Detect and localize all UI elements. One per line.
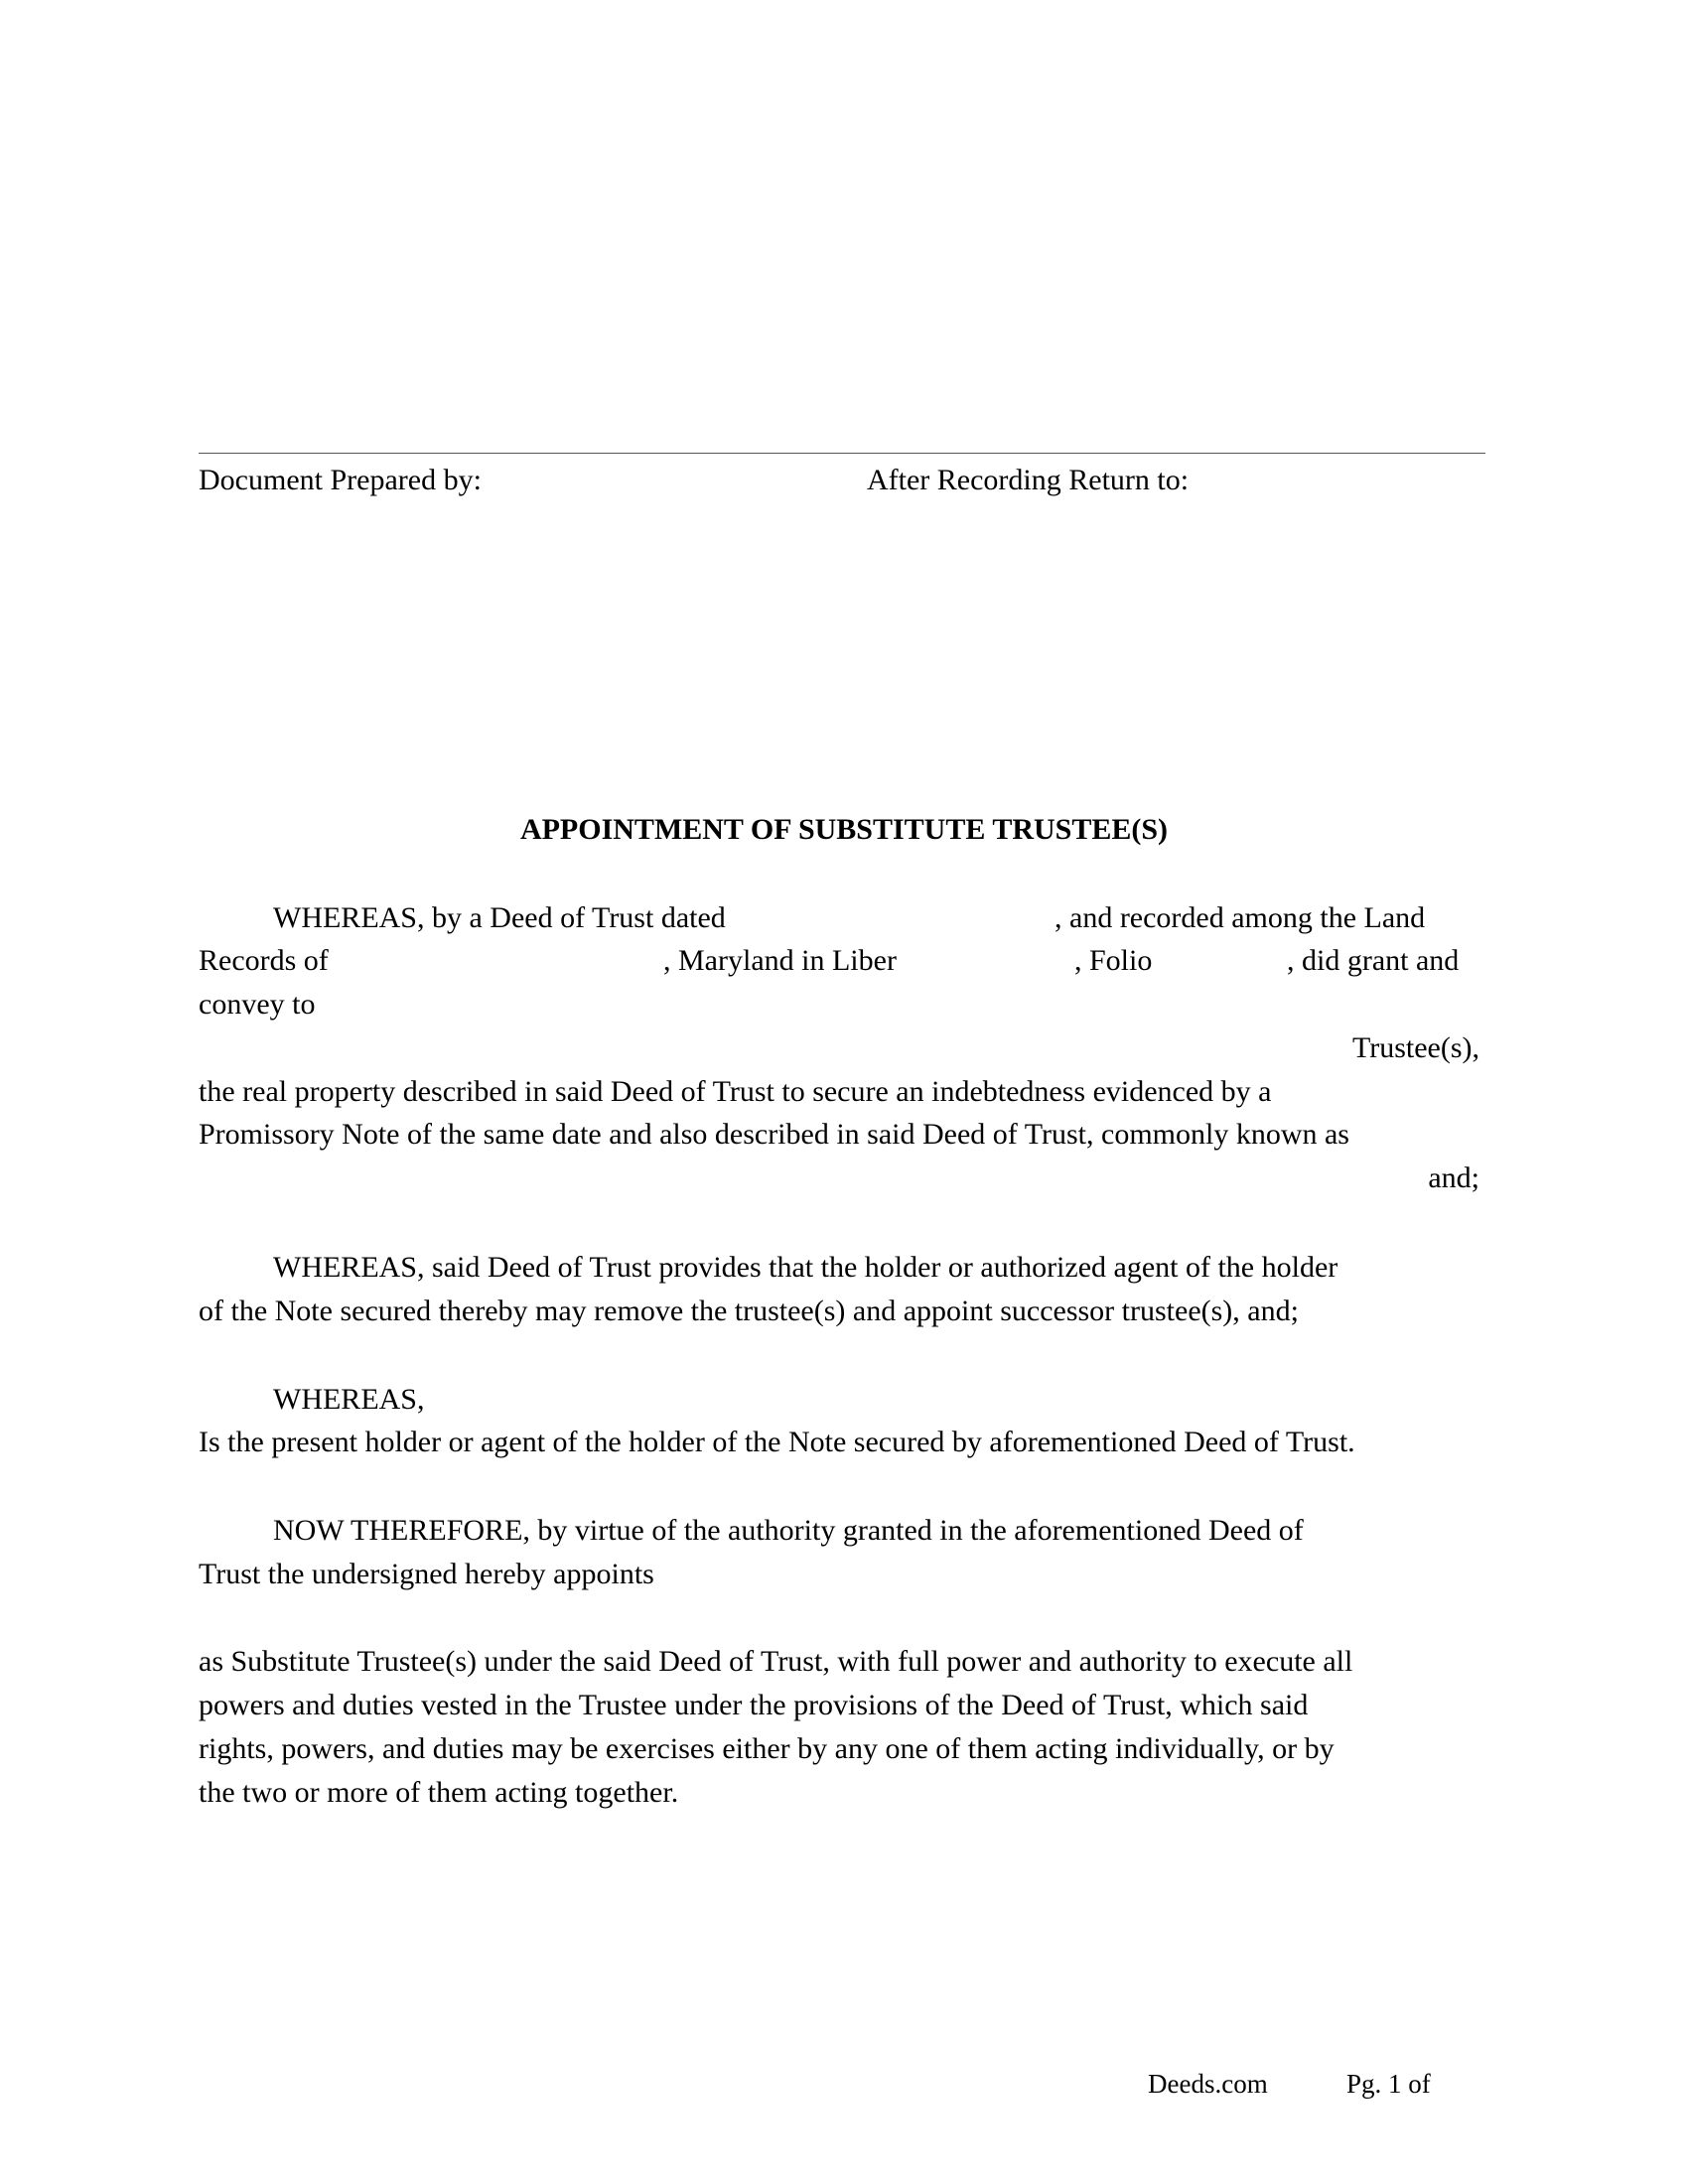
para1-line2-b: , Maryland in Liber [663, 944, 897, 977]
para3-line2: Is the present holder or agent of the holder of the Note secured by aforementioned Deed of Trust. [199, 1426, 1355, 1458]
para5-line1: as Substitute Trustee(s) under the said Deed of Trust, with full power and authority to execute all [199, 1645, 1353, 1678]
para3-line1: WHEREAS, [273, 1383, 425, 1416]
footer-site: Deeds.com [1148, 2069, 1268, 2099]
para1-line1-b: , and recorded among the Land [1055, 901, 1426, 934]
para5-line2: powers and duties vested in the Trustee under the provisions of the Deed of Trust, which said [199, 1689, 1309, 1721]
para1-line7: and; [1428, 1161, 1479, 1194]
para1-line5: the real property described in said Deed of Trust to secure an indebtedness evidenced by a [199, 1075, 1272, 1108]
para4-line2: Trust the undersigned hereby appoints [199, 1558, 654, 1590]
return-to-label: After Recording Return to: [867, 464, 1190, 496]
para5-line4: the two or more of them acting together. [199, 1776, 679, 1809]
para1-line2-c: , Folio [1074, 944, 1153, 977]
document-title: APPOINTMENT OF SUBSTITUTE TRUSTEE(S) [519, 813, 1169, 846]
footer-page-number: Pg. 1 of [1346, 2069, 1431, 2099]
para1-line6: Promissory Note of the same date and also described in said Deed of Trust, commonly known as [199, 1118, 1349, 1151]
para5-line3: rights, powers, and duties may be exercises either by any one of them acting individually, or by [199, 1732, 1335, 1765]
para1-line4: Trustee(s), [1351, 1031, 1479, 1064]
para1-line1-a: WHEREAS, by a Deed of Trust dated [273, 901, 726, 934]
para2-line2: of the Note secured thereby may remove the trustee(s) and appoint successor trustee(s), and; [199, 1295, 1299, 1327]
para1-line2-a: Records of [199, 944, 329, 977]
para1-line2-d: , did grant and [1287, 944, 1460, 977]
para2-line1: WHEREAS, said Deed of Trust provides that the holder or authorized agent of the holder [273, 1251, 1338, 1284]
para4-line1: NOW THEREFORE, by virtue of the authority granted in the aforementioned Deed of [273, 1514, 1304, 1547]
para1-line3: convey to [199, 988, 316, 1021]
prepared-by-label: Document Prepared by: [199, 464, 482, 496]
header-divider [199, 453, 1485, 454]
